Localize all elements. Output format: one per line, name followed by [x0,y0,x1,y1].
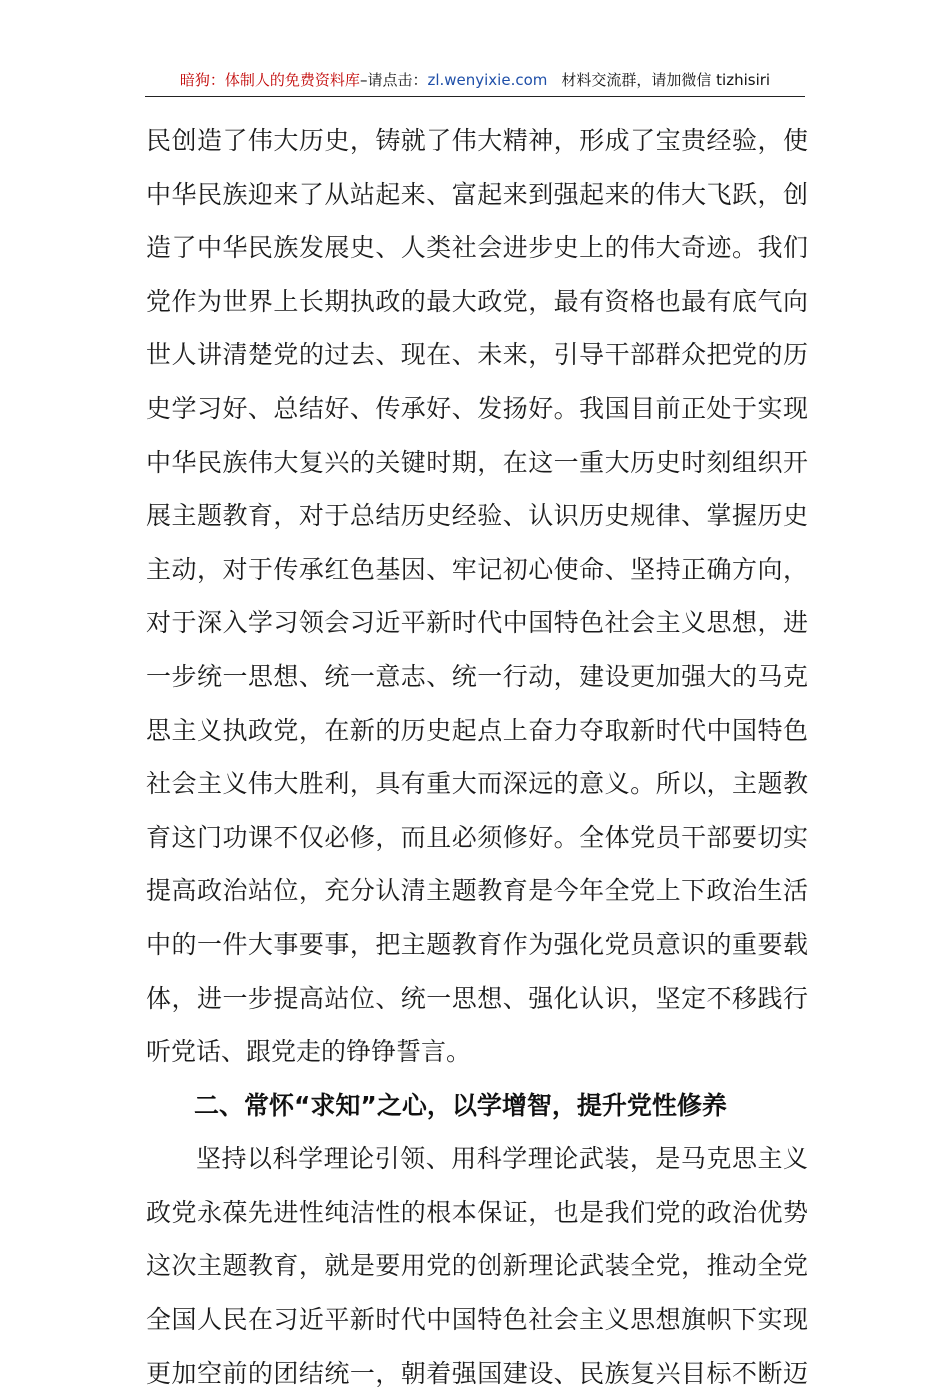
text-line: 中华民族迎来了从站起来、富起来到强起来的伟大飞跃，创 [146,179,808,209]
text-line: 史学习好、总结好、传承好、发扬好。我国目前正处于实现 [146,393,808,423]
text-line: 主动，对于传承红色基因、牢记初心使命、坚持正确方向， [146,554,808,584]
header-prompt: –请点击： [359,71,428,89]
text-line: 世人讲清楚党的过去、现在、未来，引导干部群众把党的历 [146,340,808,370]
text-line: 中华民族伟大复兴的关键时期，在这一重大历史时刻组织开 [146,447,808,477]
text-line: 听党话、跟党走的铮铮誓言。 [146,1037,472,1067]
text-line: 育这门功课不仅必修，而且必须修好。全体党员干部要切实 [146,822,808,852]
text-line: 坚持以科学理论引领、用科学理论武装，是马克思主义 [196,1144,808,1174]
text-line: 一步统一思想、统一意志、统一行动，建设更加强大的马克 [146,661,808,691]
text-line: 社会主义伟大胜利，具有重大而深远的意义。所以，主题教 [146,769,808,799]
text-line: 体，进一步提高站位、统一思想、强化认识，坚定不移践行 [146,983,808,1013]
text-line: 造了中华民族发展史、人类社会进步史上的伟大奇迹。我们 [146,233,808,263]
text-line: 党作为世界上长期执政的最大政党，最有资格也最有底气向 [146,286,808,316]
text-line: 政党永葆先进性纯洁性的根本保证，也是我们党的政治优势 [146,1197,808,1227]
paragraph-1 [146,114,808,1079]
text-line: 对于深入学习领会习近平新时代中国特色社会主义思想，进 [146,608,808,638]
text-line: 中的一件大事要事，把主题教育作为强化党员意识的重要载 [146,929,808,959]
text-line: 提高政治站位，充分认清主题教育是今年全党上下政治生活 [146,876,808,906]
text-line: 思主义执政党，在新的历史起点上奋力夺取新时代中国特色 [146,715,808,745]
header-contact: 材料交流群，请加微信 tizhisiri [561,71,771,89]
header-link[interactable]: zl.wenyixie.com [427,71,548,89]
page-header [145,66,805,97]
text-line: 民创造了伟大历史，铸就了伟大精神，形成了宝贵经验，使 [146,126,808,155]
text-line: 全国人民在习近平新时代中国特色社会主义思想旗帜下实现 [146,1305,808,1335]
paragraph-2 [146,1132,808,1400]
text-line: 展主题教育，对于总结历史经验、认识历史规律、掌握历史 [146,501,808,531]
document-body [146,114,808,1400]
text-line: 这次主题教育，就是要用党的创新理论武装全党，推动全党 [146,1251,808,1281]
section-heading: 二、常怀“求知”之心，以学增智，提升党性修养 [194,1090,727,1120]
header-site-name: 暗狗：体制人的免费资料库 [179,71,360,89]
text-line: 更加空前的团结统一，朝着强国建设、民族复兴目标不断迈 [146,1358,808,1388]
